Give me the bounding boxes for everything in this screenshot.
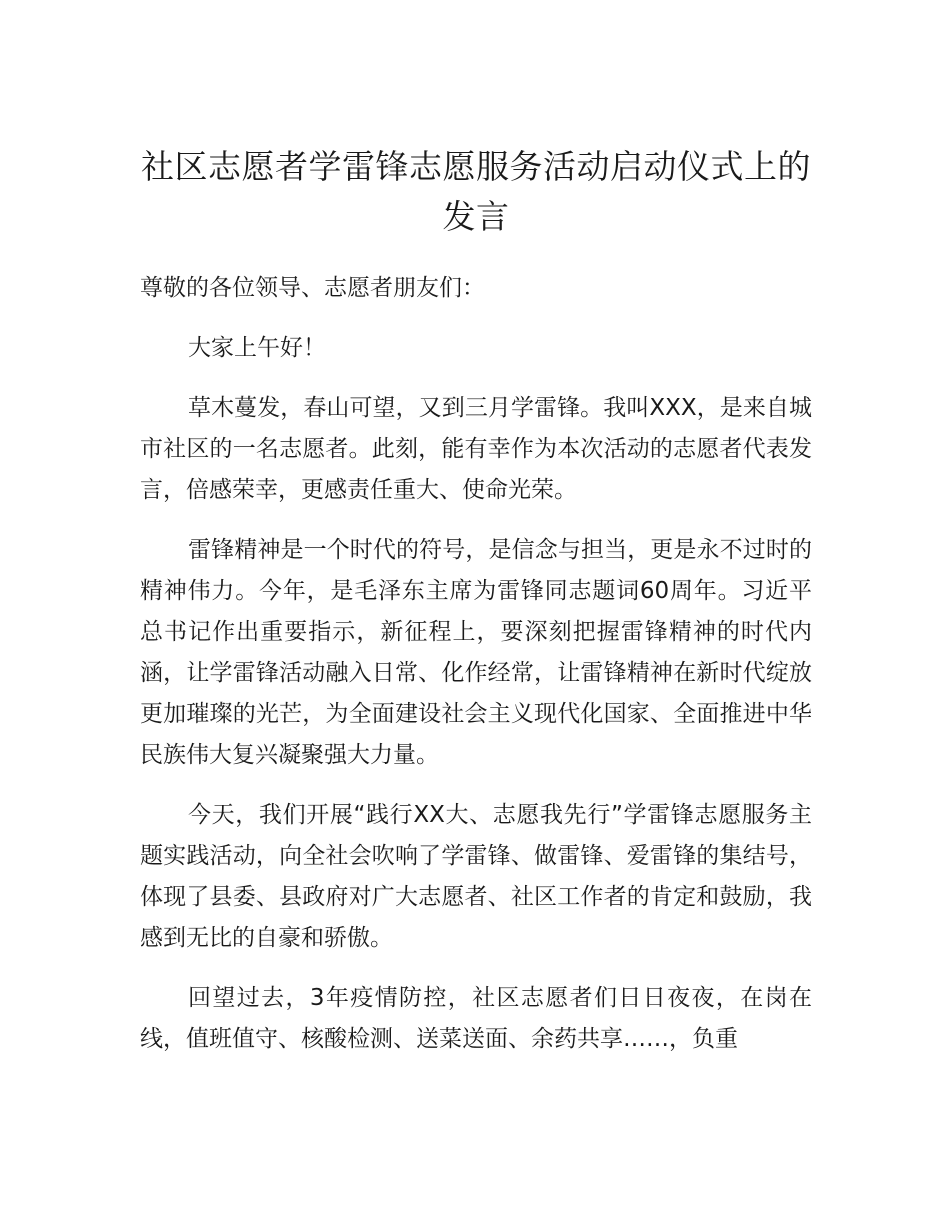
paragraph-lei-feng-spirit: 雷锋精神是一个时代的符号，是信念与担当，更是永不过时的精神伟力。今年，是毛泽东主席为雷锋同志题词60周年。习近平总书记作出重要指示，新征程上，要深刻把握雷锋精神的时代内涵，让学雷锋活动融入日常、化作经常，让雷锋精神在新时代绽放更加璀璨的光芒，为全面建设社会主义现代化国家、全面推进中华民族伟大复兴凝聚强大力量。 bbox=[140, 537, 812, 768]
paragraph-activity: 今天，我们开展“践行XX大、志愿我先行”学雷锋志愿服务主题实践活动，向全社会吹响了学雷锋、做雷锋、爱雷锋的集结号，体现了县委、县政府对广大志愿者、社区工作者的肯定和鼓励，我感到无比的自豪和骄傲。 bbox=[140, 802, 812, 951]
paragraph-greeting: 大家上午好！ bbox=[188, 335, 326, 361]
document-body bbox=[140, 268, 812, 1079]
paragraph-introduction: 草木蔓发，春山可望，又到三月学雷锋。我叫XXX，是来自城市社区的一名志愿者。此刻，能有幸作为本次活动的志愿者代表发言，倍感荣幸，更感责任重大、使命光荣。 bbox=[140, 395, 812, 503]
salutation: 尊敬的各位领导、志愿者朋友们： bbox=[140, 275, 485, 301]
document-title: 社区志愿者学雷锋志愿服务活动启动仪式上的发言 bbox=[141, 147, 811, 236]
paragraph-review: 回望过去，3年疫情防控，社区志愿者们日日夜夜，在岗在线，值班值守、核酸检测、送菜送面、余药共享……，负重 bbox=[140, 985, 812, 1052]
